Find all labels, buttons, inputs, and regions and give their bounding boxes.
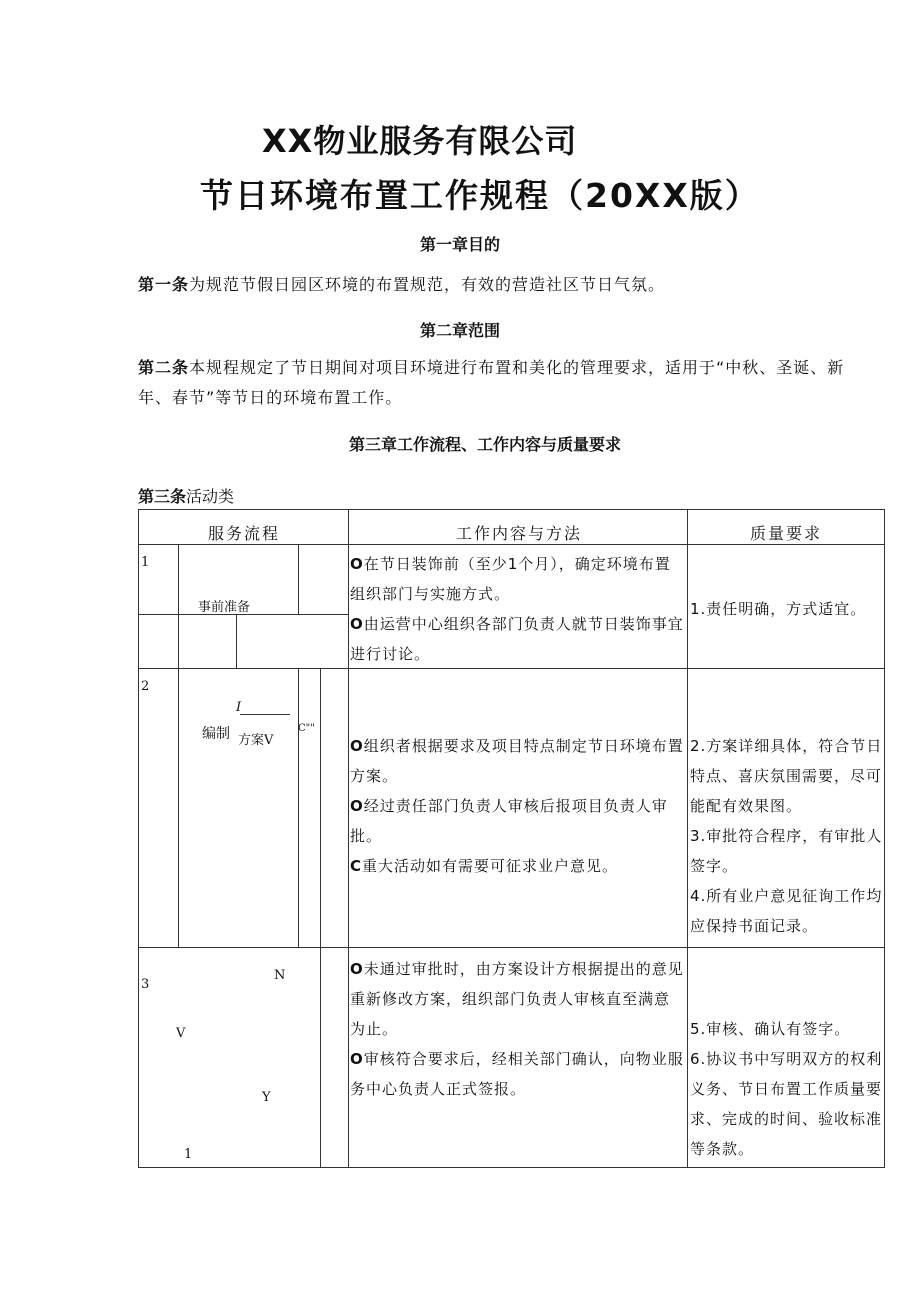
bullet-icon: O xyxy=(350,1050,364,1068)
quality-item: 3.审批符合程序，有审批人签字。 xyxy=(690,827,883,875)
bullet-icon: O xyxy=(350,615,364,633)
article-1-label: 第一条 xyxy=(138,275,190,294)
bullet-icon: O xyxy=(350,797,364,815)
flow-line-v2 xyxy=(298,544,299,614)
row3-flow-y: Y xyxy=(262,1090,271,1105)
row2-content-text: 组织者根据要求及项目特点制定节日环境布置方案。 xyxy=(350,737,684,785)
quality-item: 4.所有业户意见征询工作均应保持书面记录。 xyxy=(690,887,883,935)
row1-quality xyxy=(690,594,883,624)
quality-item: 5.审核、确认有签字。 xyxy=(690,1020,851,1038)
chapter-1-heading: 第一章目的 xyxy=(419,235,500,254)
article-2-label: 第二条 xyxy=(138,358,190,377)
table-row2-sep xyxy=(138,947,885,948)
row2-content-item xyxy=(350,731,684,791)
row3-quality xyxy=(690,1014,883,1164)
flow-line-v5 xyxy=(320,668,321,947)
flow-line-v6 xyxy=(320,947,321,1168)
row1-content-item xyxy=(350,609,684,669)
article-3-label: 第三条 xyxy=(138,487,187,506)
row2-flow-label3: C"" xyxy=(298,723,315,734)
header-service-flow: 服务流程 xyxy=(208,524,281,543)
company-name: XX物业服务有限公司 xyxy=(262,122,578,160)
table-header-sep xyxy=(138,544,885,545)
bullet-icon: O xyxy=(350,960,364,978)
bullet-icon: O xyxy=(350,555,364,573)
row3-content-item xyxy=(350,1044,684,1104)
article-2 xyxy=(138,353,878,413)
quality-item: 1.责任明确，方式适宜。 xyxy=(690,600,867,618)
chapter-3-heading: 第三章工作流程、工作内容与质量要求 xyxy=(348,435,621,454)
bullet-icon: O xyxy=(350,737,364,755)
row2-content-text: 经过责任部门负责人审核后报项目负责人审批。 xyxy=(350,797,668,845)
row3-content-text: 未通过审批时，由方案设计方根据提出的意见重新修改方案，组织部门负责人审核直至满意为止。 xyxy=(350,960,684,1038)
table-border-top xyxy=(138,509,885,510)
row1-content-item xyxy=(350,549,684,609)
row2-number: 2 xyxy=(141,679,150,694)
row3-content xyxy=(350,954,684,1104)
row3-flow-n: N xyxy=(274,968,286,983)
row1-flow-label: 事前准备 xyxy=(198,600,251,615)
flow-line-h2 xyxy=(240,714,290,715)
row2-content-text: 重大活动如有需要可征求业户意见。 xyxy=(362,857,619,875)
table-col-sep-2 xyxy=(687,509,688,1168)
row1-content xyxy=(350,549,684,669)
row2-flow-label2: 方案V xyxy=(238,733,274,748)
row3-content-item xyxy=(350,954,684,1044)
table-border-left xyxy=(138,509,139,1168)
flow-line-v3 xyxy=(236,614,237,668)
quality-item: 2.方案详细具体，符合节日特点、喜庆氛围需要，尽可能配有效果图。 xyxy=(690,737,883,815)
row3-flow-1: 1 xyxy=(184,1147,193,1162)
row1-content-text: 在节日装饰前（至少1个月），确定环境布置组织部门与实施方式。 xyxy=(350,555,671,603)
article-2-text: 本规程规定了节日期间对项目环境进行布置和美化的管理要求，适用于“中秋、圣诞、新年、春节”等节日的环境布置工作。 xyxy=(138,358,845,407)
flow-line-v1 xyxy=(178,544,179,947)
chapter-2-heading: 第二章范围 xyxy=(419,321,500,340)
row2-content-item xyxy=(350,851,684,881)
workflow-table xyxy=(138,509,885,1168)
quality-item: 6.协议书中写明双方的权利义务、节日布置工作质量要求、完成的时间、验收标准等条款。 xyxy=(690,1050,883,1158)
table-border-right xyxy=(884,509,885,1168)
document-title: 节日环境布置工作规程（20XX版） xyxy=(200,176,760,215)
row2-content xyxy=(350,731,684,881)
article-1 xyxy=(138,270,878,300)
row2-content-item xyxy=(350,791,684,851)
header-content-method: 工作内容与方法 xyxy=(456,524,583,543)
header-quality: 质量要求 xyxy=(750,524,823,543)
bullet-icon: C xyxy=(350,857,363,875)
row3-content-text: 审核符合要求后，经相关部门确认，向物业服务中心负责人正式签报。 xyxy=(350,1050,684,1098)
table-col-sep-1 xyxy=(348,509,349,1168)
article-1-text: 为规范节假日园区环境的布置规范，有效的营造社区节日气氛。 xyxy=(189,275,666,294)
row3-number: 3 xyxy=(141,977,150,992)
row1-content-text: 由运营中心组织各部门负责人就节日装饰事宜进行讨论。 xyxy=(350,615,684,663)
article-3-text: 活动类 xyxy=(186,487,235,506)
flow-line-v4 xyxy=(298,668,299,947)
row2-flow-label: 编制 xyxy=(202,726,230,742)
article-3 xyxy=(138,484,234,507)
row2-quality xyxy=(690,731,883,941)
table-border-bottom xyxy=(138,1167,885,1168)
row1-number: 1 xyxy=(141,555,150,570)
row2-flow-mark: I xyxy=(236,700,242,715)
row3-flow-v: V xyxy=(176,1026,186,1041)
